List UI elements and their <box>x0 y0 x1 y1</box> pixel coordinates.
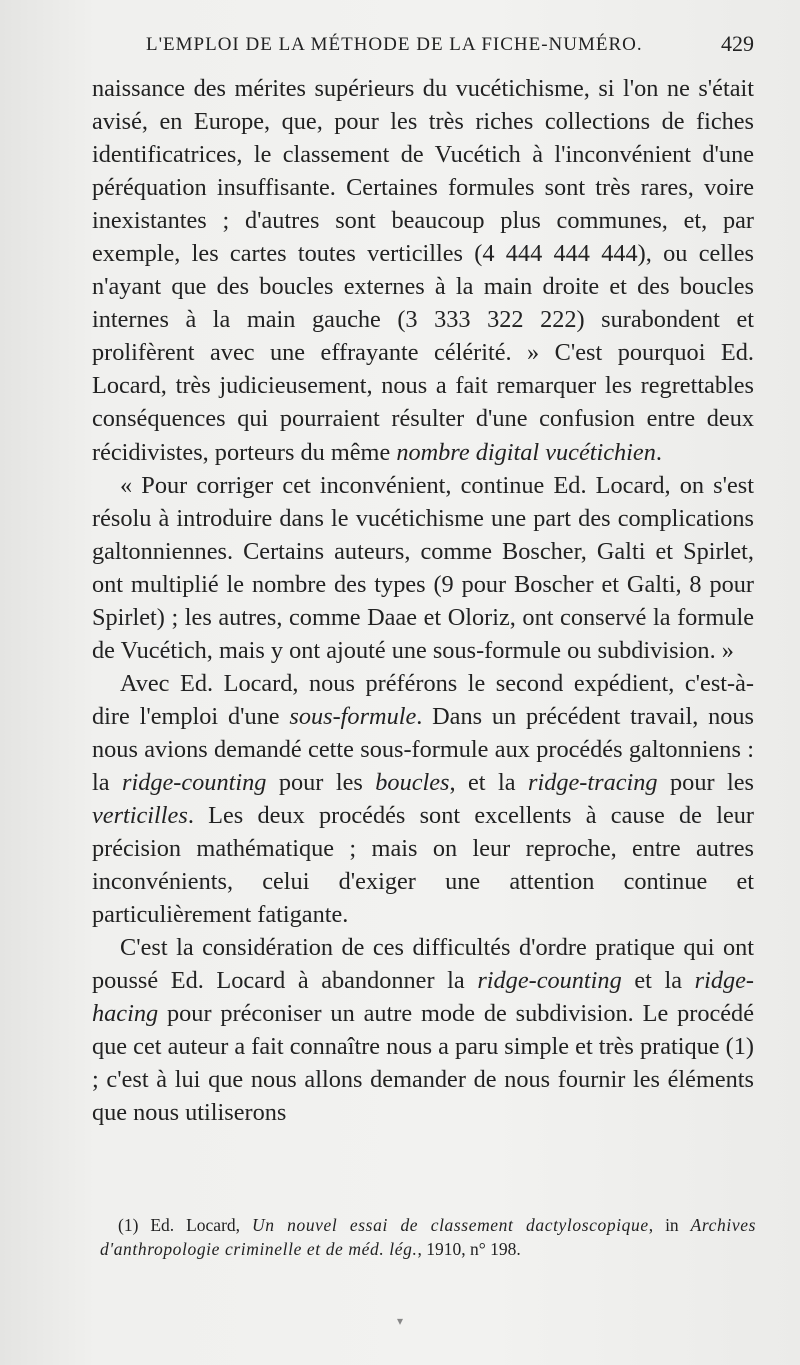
paragraph <box>92 667 754 931</box>
italic-text: Archives d'anthropologie criminelle et de méd. lég. <box>100 1215 756 1259</box>
italic-text: ridge-counting <box>477 967 622 995</box>
paragraph <box>92 931 754 1129</box>
text-run: , 1910, n° 198. <box>417 1239 521 1259</box>
text-run: , in <box>648 1215 691 1235</box>
text-run: pour préconiser un autre mode de subdivision. Le procédé que cet auteur a fait connaître nous a paru simple et très pratique (1) ; c'est à lui que nous allons demander de nous fournir les éléments que nous utiliserons <box>92 1000 754 1127</box>
italic-text: nombre digital vucétichien <box>396 438 656 466</box>
italic-text: boucles <box>375 768 450 796</box>
italic-text: ridge-tracing <box>528 768 658 796</box>
text-run: , et la <box>449 768 528 796</box>
text-run: (1) Ed. Locard, <box>118 1215 252 1235</box>
running-head <box>146 31 754 56</box>
running-head-title: L'EMPLOI DE LA MÉTHODE DE LA FICHE-NUMÉRO. <box>146 34 643 55</box>
text-run: . Dans un précédent travail, nous nous avions demandé cette sous-formule aux procédés galtonniens : la <box>92 702 754 796</box>
paragraph <box>92 72 754 469</box>
footnote <box>100 1213 756 1261</box>
text-run: pour les <box>266 768 376 796</box>
text-run: naissance des mérites supérieurs du vucétichisme, si l'on ne s'était avisé, en Europe, que, pour les très riches collections de fiches identificatrices, le classement de Vucétich à l'inconvénient d'une péréquation insuffisante. Certaines formules sont très rares, voire inexistantes ; d'autres sont beaucoup plus communes, et, par exemple, les cartes toutes verticilles (4 444 444 444), ou celles n'ayant que des boucles externes à la main droite et des boucles internes à la main gauche (3 333 322 222) surabondent et prolifèrent avec une effrayante célérité. » C'est pourquoi Ed. Locard, très judicieusement, nous a fait remarquer les regrettables conséquences qui pourraient résulter d'une confusion entre deux récidivistes, porteurs du même <box>92 75 754 466</box>
text-run: . <box>655 438 662 466</box>
italic-text: sous-formule <box>289 702 417 730</box>
text-run: « Pour corriger cet inconvénient, continue Ed. Locard, on s'est résolu à introduire dans le vucétichisme une part des complications galtonniennes. Certains auteurs, comme Boscher, Galti et Spirlet, ont multiplié le nombre des types (9 pour Boscher et Galti, 8 pour Spirlet) ; les autres, comme Daae et Oloriz, ont conservé la formule de Vucétich, mais y ont ajouté une sous-formule ou subdivision. » <box>92 471 754 664</box>
italic-text: ridge-hacing <box>92 967 755 1028</box>
italic-text: Un nouvel essai de classement dactyloscopique <box>251 1215 649 1235</box>
page-number: 429 <box>721 31 754 56</box>
printer-mark: ▾ <box>397 1314 404 1328</box>
text-run: pour les <box>657 768 754 796</box>
text-run: . Les deux procédés sont excellents à cause de leur précision mathématique ; mais on leur reproche, entre autres inconvénients, celui d'exiger une attention continue et particulièrement fatigante. <box>92 802 754 929</box>
italic-text: verticilles <box>92 802 188 830</box>
text-run: et la <box>621 967 695 995</box>
text-run: C'est la considération de ces difficultés d'ordre pratique qui ont poussé Ed. Locard à abandonner la <box>92 934 754 995</box>
italic-text: ridge-counting <box>121 768 267 796</box>
paragraph <box>92 469 754 667</box>
body-text <box>92 72 754 1130</box>
text-run: Avec Ed. Locard, nous préférons le second expédient, c'est-à-dire l'emploi d'une <box>92 669 754 730</box>
